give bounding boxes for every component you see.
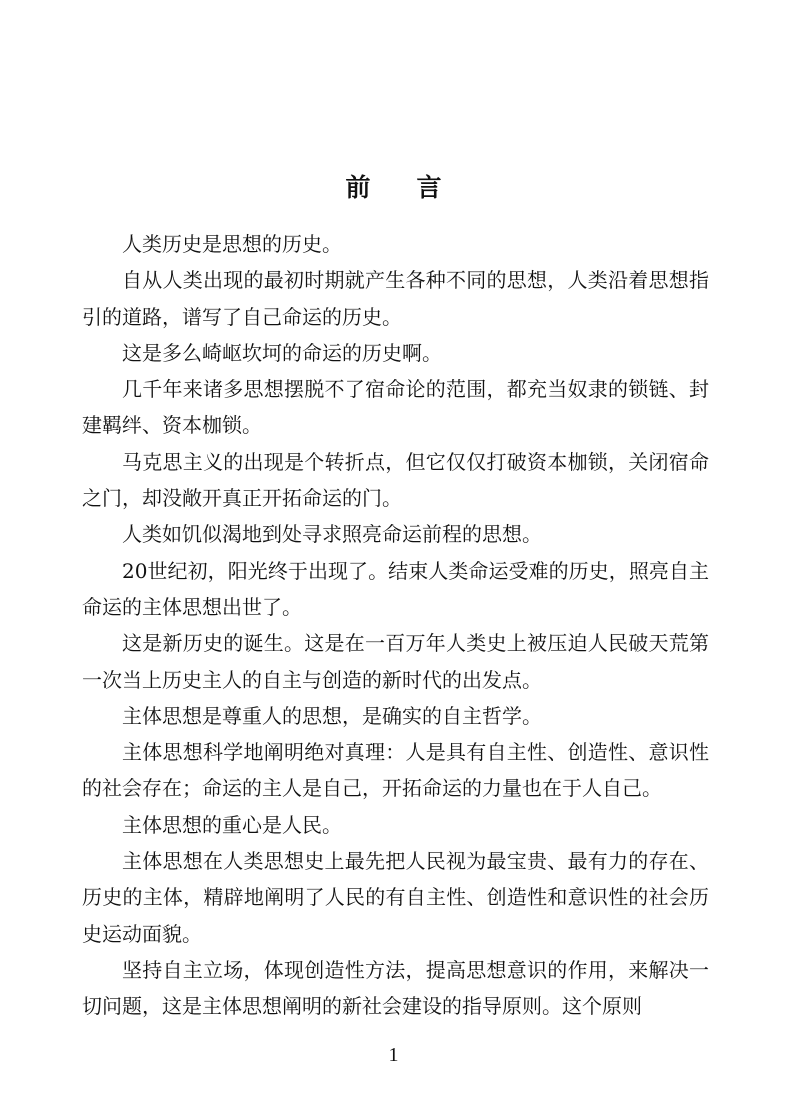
paragraph-7: 20世纪初，阳光终于出现了。结束人类命运受难的历史，照亮自主命运的主体思想出世了。 (82, 558, 709, 619)
body-text (82, 226, 709, 1025)
paragraph-4: 几千年来诸多思想摆脱不了宿命论的范围，都充当奴隶的锁链、封建羁绊、资本枷锁。 (82, 377, 709, 438)
paragraph-6: 人类如饥似渴地到处寻求照亮命运前程的思想。 (122, 522, 542, 547)
paragraph-2: 自从人类出现的最初时期就产生各种不同的思想，人类沿着思想指引的道路，谱写了自己命运的历史。 (82, 268, 709, 329)
paragraph-9: 主体思想是尊重人的思想，是确实的自主哲学。 (122, 703, 542, 728)
paragraph-10: 主体思想科学地阐明绝对真理：人是具有自主性、创造性、意识性的社会存在；命运的主人是自己，开拓命运的力量也在于人自己。 (82, 740, 709, 801)
title-char-2: 言 (416, 173, 442, 202)
paragraph-3: 这是多么崎岖坎坷的命运的历史啊。 (122, 340, 442, 365)
paragraph-12: 主体思想在人类思想史上最先把人民视为最宝贵、最有力的存在、历史的主体，精辟地阐明了人民的有自主性、创造性和意识性的社会历史运动面貌。 (82, 849, 709, 946)
paragraph-5: 马克思主义的出现是个转折点，但它仅仅打破资本枷锁，关闭宿命之门，却没敞开真正开拓命运的门。 (82, 449, 709, 511)
paragraph-1: 人类历史是思想的历史。 (122, 232, 342, 256)
page-number: 1 (388, 1044, 399, 1066)
paragraph-11: 主体思想的重心是人民。 (122, 812, 342, 837)
paragraph-8: 这是新历史的诞生。这是在一百万年人类史上被压迫人民破天荒第一次当上历史主人的自主与创造的新时代的出发点。 (82, 631, 709, 692)
page-title (0, 168, 787, 204)
title-char-1: 前 (345, 173, 371, 202)
paragraph-13: 坚持自主立场，体现创造性方法，提高思想意识的作用，来解决一切问题，这是主体思想阐明的新社会建设的指导原则。这个原则 (82, 957, 709, 1019)
